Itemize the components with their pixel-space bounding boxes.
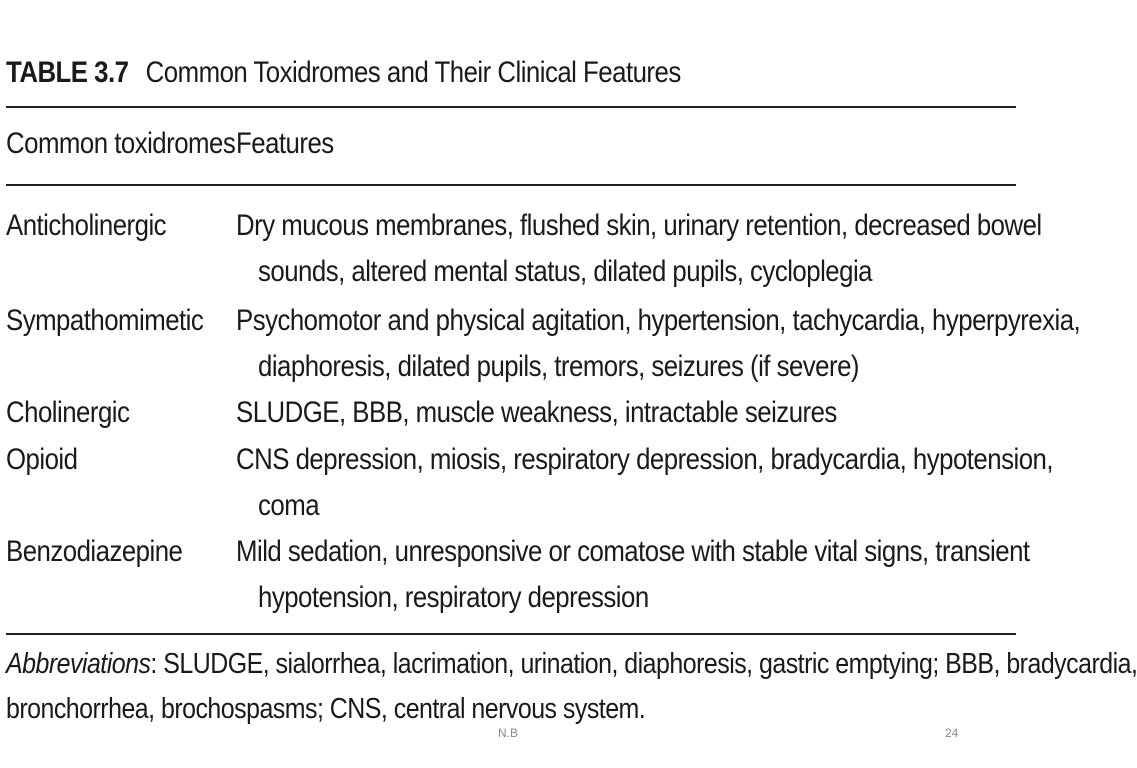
abbreviations-text: : SLUDGE, sialorrhea, lacrimation, urination, diaphoresis, gastric emptying; BBB, bradycardia,	[150, 648, 1137, 680]
header-rule	[6, 184, 1016, 186]
toxidrome-name: Opioid	[6, 443, 78, 476]
toxidrome-name: Cholinergic	[6, 396, 130, 429]
feature-line: Mild sedation, unresponsive or comatose with stable vital signs, transient	[236, 535, 1030, 568]
header-features: Features	[236, 127, 334, 160]
top-rule	[6, 106, 1016, 108]
table-number: TABLE 3.7	[6, 56, 129, 89]
feature-line: coma	[258, 489, 320, 522]
toxidrome-name: Benzodiazepine	[6, 535, 183, 568]
abbreviations-line-1	[6, 648, 1137, 681]
feature-line: CNS depression, miosis, respiratory depression, bradycardia, hypotension,	[236, 443, 1054, 476]
feature-line: SLUDGE, BBB, muscle weakness, intractable seizures	[236, 396, 837, 429]
abbreviations-line-2: bronchorrhea, brochospasms; CNS, central nervous system.	[6, 693, 646, 725]
footer-author: N.B	[498, 726, 519, 740]
header-toxidromes: Common toxidromes	[6, 127, 236, 160]
abbreviations-label: Abbreviations	[6, 648, 151, 680]
feature-line: Dry mucous membranes, flushed skin, urinary retention, decreased bowel	[236, 209, 1042, 242]
toxidrome-name: Anticholinergic	[6, 209, 167, 242]
table-caption: Common Toxidromes and Their Clinical Features	[145, 56, 681, 89]
table-title	[6, 56, 681, 90]
feature-line: Psychomotor and physical agitation, hypertension, tachycardia, hyperpyrexia,	[236, 304, 1081, 337]
bottom-rule	[6, 633, 1016, 635]
feature-line: hypotension, respiratory depression	[258, 581, 649, 614]
feature-line: sounds, altered mental status, dilated pupils, cycloplegia	[258, 255, 873, 288]
slide-number: 24	[945, 726, 959, 740]
feature-line: diaphoresis, dilated pupils, tremors, seizures (if severe)	[258, 350, 860, 383]
toxidrome-name: Sympathomimetic	[6, 304, 204, 337]
